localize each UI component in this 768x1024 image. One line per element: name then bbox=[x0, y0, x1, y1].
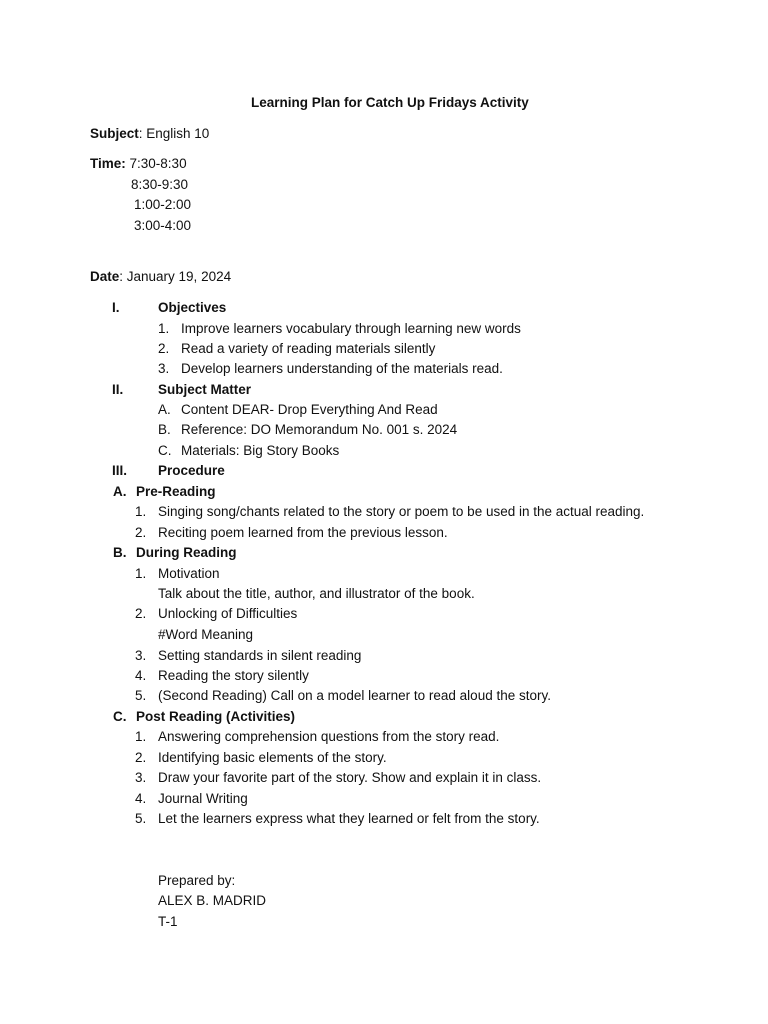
procedure-step: Unlocking of Difficulties bbox=[158, 606, 298, 621]
subject-value: : English 10 bbox=[138, 126, 210, 141]
section-heading-objectives: Objectives bbox=[158, 300, 227, 315]
procedure-step: Answering comprehension questions from the story read. bbox=[158, 729, 500, 744]
list-marker: A. bbox=[113, 484, 127, 499]
objective-item: Improve learners vocabulary through learning new words bbox=[181, 321, 521, 336]
list-marker: 4. bbox=[135, 668, 147, 683]
procedure-heading-post-reading: Post Reading (Activities) bbox=[136, 709, 296, 724]
list-marker: 1. bbox=[135, 729, 147, 744]
document-title: Learning Plan for Catch Up Fridays Activity bbox=[251, 95, 529, 110]
list-marker: 4. bbox=[135, 791, 147, 806]
procedure-step: Identifying basic elements of the story. bbox=[158, 750, 387, 765]
list-marker: B. bbox=[113, 545, 127, 560]
procedure-step: Reading the story silently bbox=[158, 668, 309, 683]
objective-item: Develop learners understanding of the materials read. bbox=[181, 361, 503, 376]
section-numeral: II. bbox=[112, 382, 124, 397]
objective-item: Read a variety of reading materials silently bbox=[181, 341, 436, 356]
preparer-position: T-1 bbox=[158, 914, 178, 929]
procedure-step-note: #Word Meaning bbox=[158, 627, 254, 642]
procedure-step: (Second Reading) Call on a model learner to read aloud the story. bbox=[158, 688, 551, 703]
procedure-step: Motivation bbox=[158, 566, 220, 581]
section-numeral: I. bbox=[112, 300, 120, 315]
preparer-name: ALEX B. MADRID bbox=[158, 893, 267, 908]
time-slot: 7:30-8:30 bbox=[129, 156, 187, 171]
list-marker: 1. bbox=[135, 566, 147, 581]
section-heading-subject-matter: Subject Matter bbox=[158, 382, 252, 397]
procedure-step: Reciting poem learned from the previous lesson. bbox=[158, 525, 448, 540]
subject-label: Subject bbox=[90, 126, 139, 141]
date-label: Date bbox=[90, 269, 120, 284]
list-marker: 1. bbox=[135, 504, 147, 519]
list-marker: 3. bbox=[158, 361, 170, 376]
list-marker: 2. bbox=[135, 606, 147, 621]
date-line bbox=[90, 268, 231, 286]
list-marker: B. bbox=[158, 422, 171, 437]
procedure-step: Setting standards in silent reading bbox=[158, 648, 362, 663]
subject-matter-item: Reference: DO Memorandum No. 001 s. 2024 bbox=[181, 422, 458, 437]
subject-line bbox=[90, 125, 209, 143]
list-marker: C. bbox=[113, 709, 127, 724]
list-marker: C. bbox=[158, 443, 172, 458]
time-slot: 1:00-2:00 bbox=[134, 197, 192, 212]
list-marker: 5. bbox=[135, 688, 147, 703]
list-marker: 3. bbox=[135, 770, 147, 785]
list-marker: A. bbox=[158, 402, 171, 417]
section-numeral: III. bbox=[112, 463, 128, 478]
procedure-step: Singing song/chants related to the story or poem to be used in the actual reading. bbox=[158, 504, 645, 519]
procedure-heading-pre-reading: Pre-Reading bbox=[136, 484, 216, 499]
time-slot: 3:00-4:00 bbox=[134, 218, 192, 233]
list-marker: 2. bbox=[158, 341, 170, 356]
list-marker: 2. bbox=[135, 750, 147, 765]
subject-matter-item: Content DEAR- Drop Everything And Read bbox=[181, 402, 438, 417]
procedure-heading-during-reading: During Reading bbox=[136, 545, 237, 560]
procedure-step: Draw your favorite part of the story. Show and explain it in class. bbox=[158, 770, 542, 785]
procedure-step: Journal Writing bbox=[158, 791, 248, 806]
list-marker: 1. bbox=[158, 321, 170, 336]
section-heading-procedure: Procedure bbox=[158, 463, 225, 478]
list-marker: 5. bbox=[135, 811, 147, 826]
time-line bbox=[90, 155, 187, 173]
time-slot: 8:30-9:30 bbox=[131, 177, 189, 192]
list-marker: 3. bbox=[135, 648, 147, 663]
procedure-step: Let the learners express what they learned or felt from the story. bbox=[158, 811, 540, 826]
subject-matter-item: Materials: Big Story Books bbox=[181, 443, 340, 458]
list-marker: 2. bbox=[135, 525, 147, 540]
procedure-step-note: Talk about the title, author, and illustrator of the book. bbox=[158, 586, 475, 601]
time-label: Time: bbox=[90, 156, 126, 171]
date-value: : January 19, 2024 bbox=[119, 269, 232, 284]
prepared-by-label: Prepared by: bbox=[158, 873, 236, 888]
